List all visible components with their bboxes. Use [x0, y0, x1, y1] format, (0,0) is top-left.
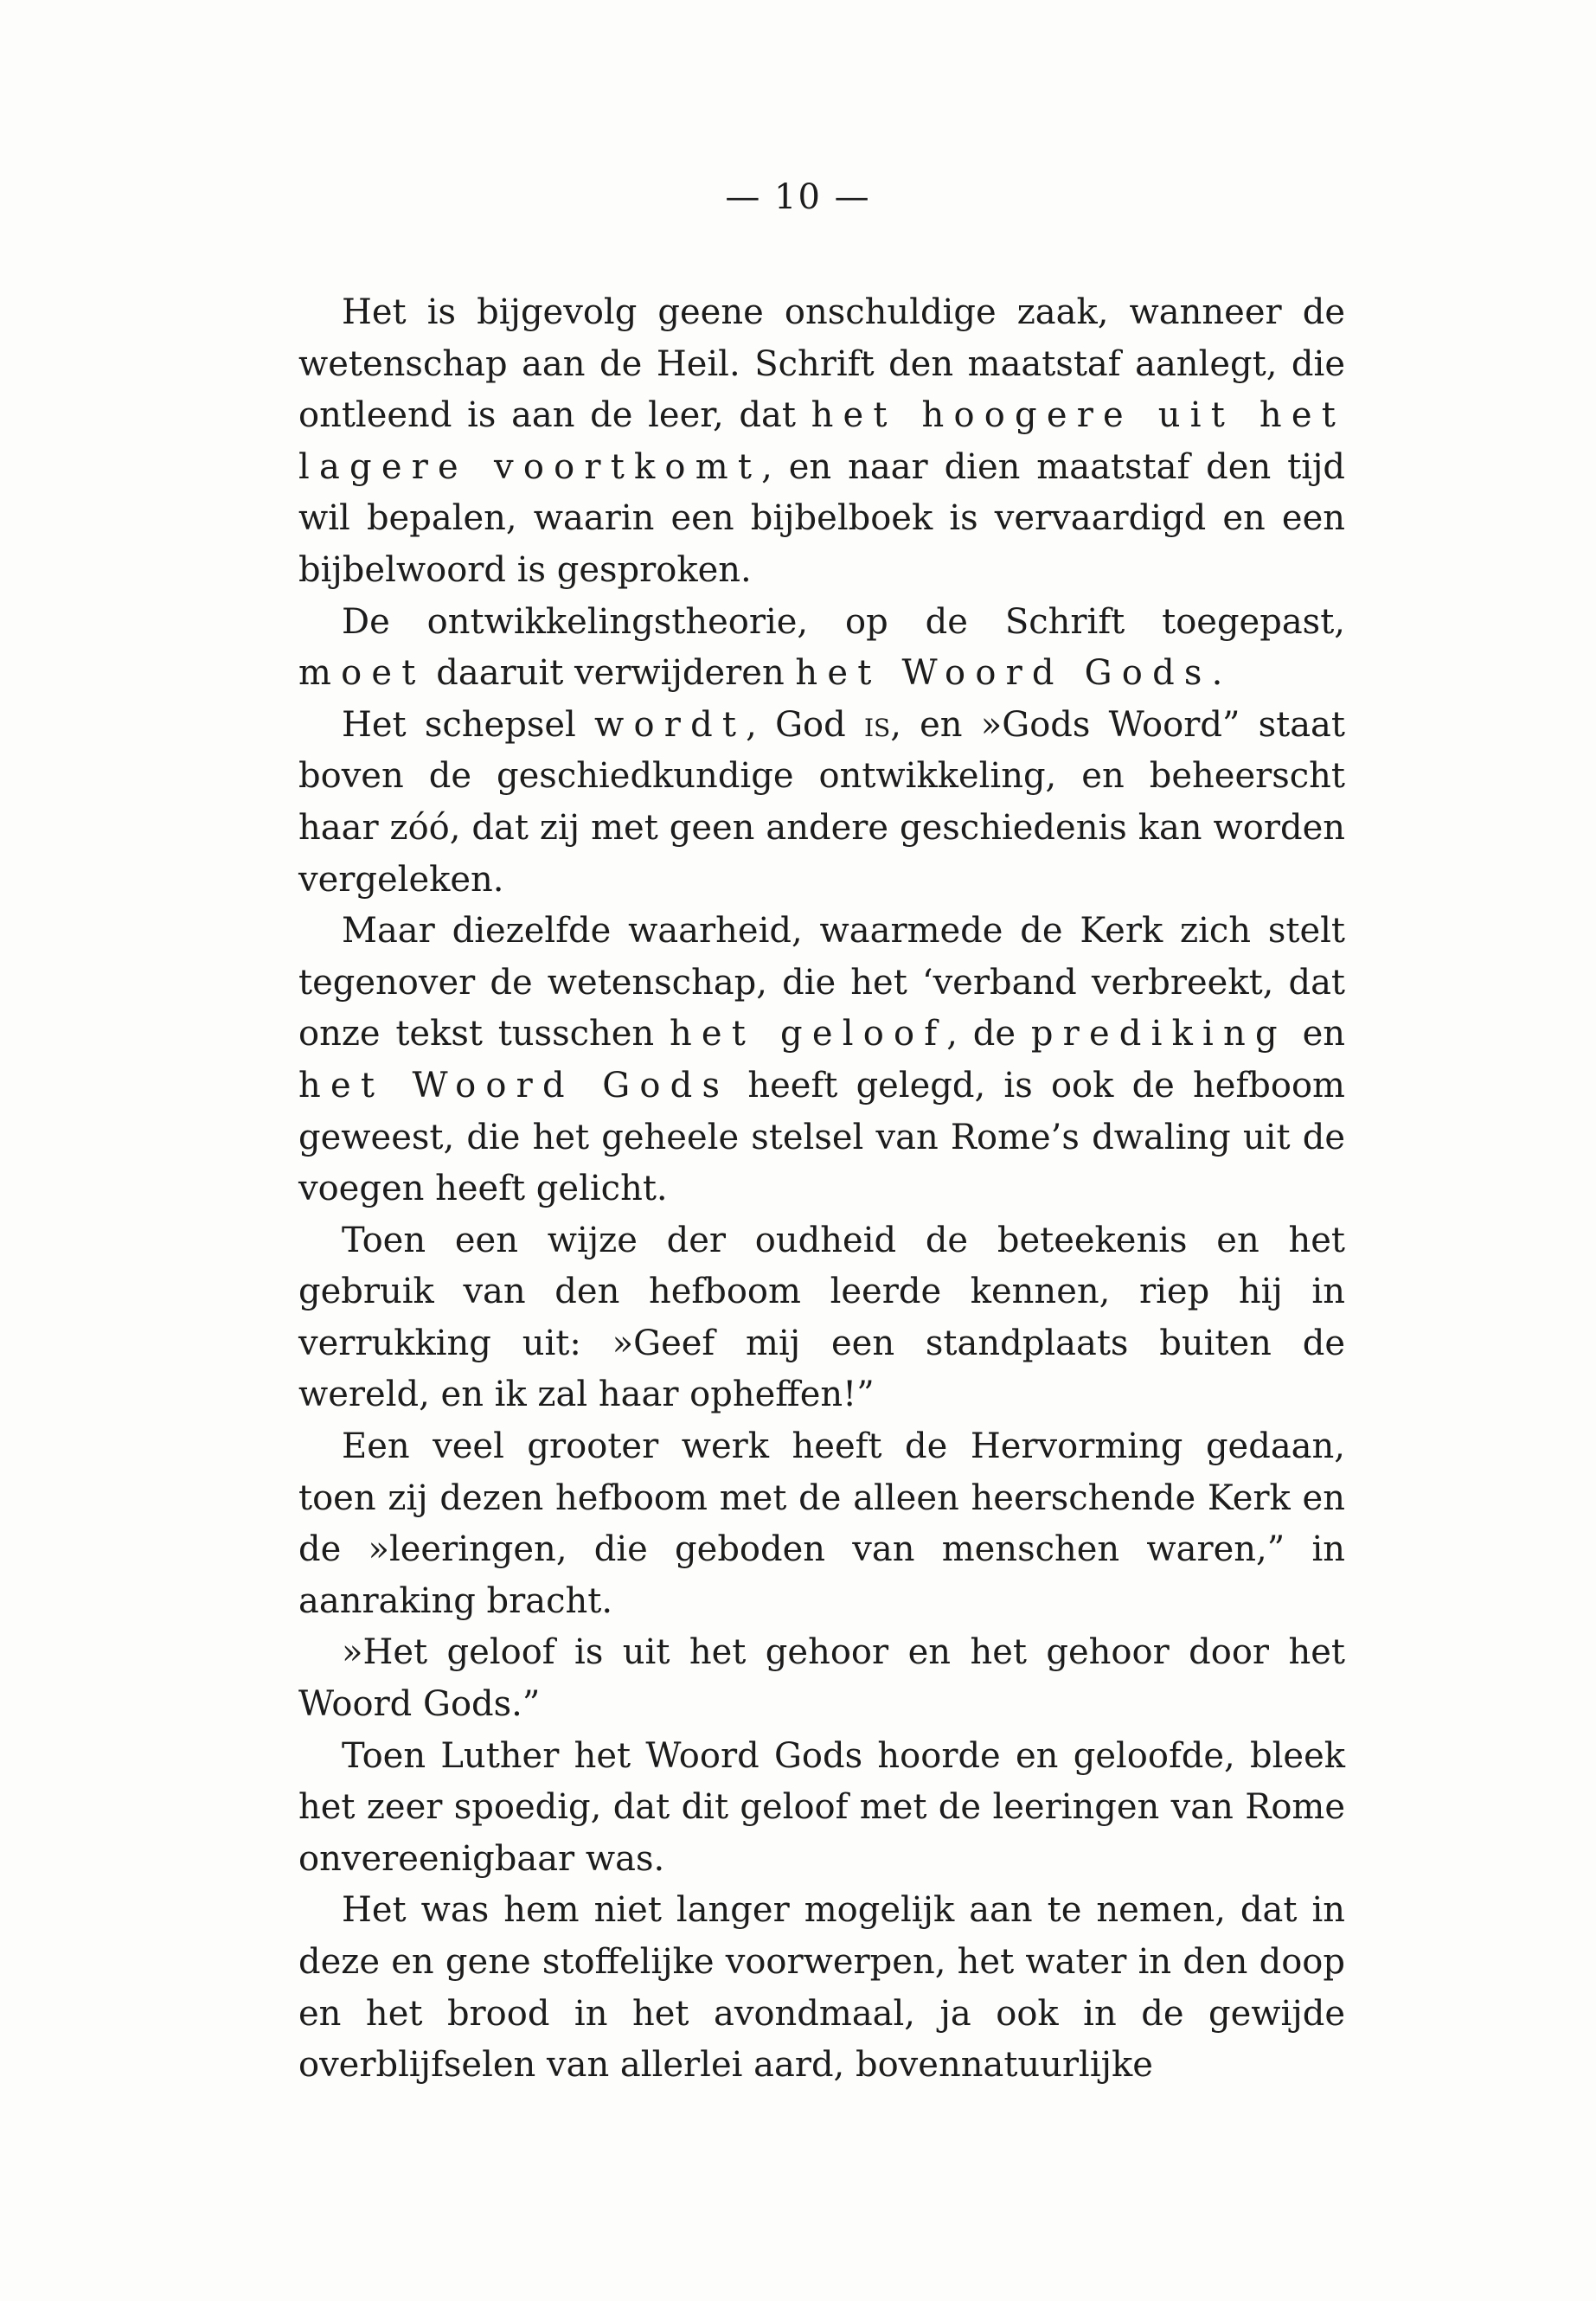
paragraph	[298, 1627, 1345, 1730]
paragraph	[298, 906, 1345, 1215]
text-run: , de	[946, 1014, 1031, 1054]
paragraph	[298, 1731, 1345, 1886]
paragraph	[298, 700, 1345, 906]
text-run: en	[1286, 1014, 1346, 1054]
text-run: , en naar dien maatstaf den tijd wil bepalen, waarin een bijbelboek is vervaardigd en een bijbelwoord is gesproken.	[298, 446, 1345, 590]
spaced-emphasis: het hoogere uit het lagere voortkomt	[298, 395, 1345, 487]
text-run: , en »Gods Woord” staat boven de geschiedkundige ontwikkeling, en beheerscht haar zóó, dat zij met geen andere geschiedenis kan worden vergeleken.	[298, 704, 1345, 900]
text-run: heeft gelegd, is ook de hefboom geweest, die het geheele stelsel van Rome’s dwaling uit de voegen heeft gelicht.	[298, 1065, 1345, 1209]
spaced-emphasis: het geloof	[669, 1014, 947, 1054]
body-text	[298, 287, 1345, 2092]
text-run: Maar diezelfde waarheid, waarmede de Kerk zich stelt tegenover de wetenschap, die het ‘verband verbreekt, dat onze tekst tusschen	[298, 911, 1345, 1054]
text-run: De ontwikkelingstheorie, op de Schrift toegepast,	[342, 601, 1345, 642]
spaced-emphasis: moet	[298, 653, 426, 694]
paragraph	[298, 597, 1345, 700]
text-run: Het is bijgevolg geene onschuldige zaak, wanneer de wetenschap aan de Heil. Schrift den maatstaf aanlegt, die ontleend is aan de leer, dat	[298, 292, 1345, 436]
spaced-emphasis: prediking	[1030, 1014, 1287, 1054]
text-run: daaruit verwijderen	[425, 653, 796, 694]
spaced-emphasis: wordt	[594, 704, 747, 745]
text-run: Het was hem niet langer mogelijk aan te nemen, dat in deze en gene stoffelijke voorwerpen, het water in den doop en het brood in het avondmaal, ja ook in de gewijde overblijfselen van allerlei aard, bovennatuurlijke	[298, 1890, 1345, 2086]
text-run: »Het geloof is uit het gehoor en het gehoor door het Woord Gods.”	[298, 1632, 1345, 1725]
text-run: Toen Luther het Woord Gods hoorde en geloofde, bleek het zeer spoedig, dat dit geloof met de leeringen van Rome onvereenigbaar was.	[298, 1735, 1345, 1879]
spaced-emphasis: het Woord Gods	[795, 653, 1212, 694]
text-run: Het schepsel	[342, 704, 595, 745]
text-run: .	[1211, 653, 1223, 694]
paragraph	[298, 287, 1345, 597]
spaced-emphasis: het Woord Gods	[298, 1065, 730, 1106]
paragraph	[298, 1421, 1345, 1627]
page-number: — 10 —	[725, 177, 871, 217]
paragraph	[298, 1885, 1345, 2091]
small-caps-emphasis: is	[863, 704, 891, 745]
text-run: Toen een wijze der oudheid de beteekenis en het gebruik van den hefboom leerde kennen, riep hij in verrukking uit: »Geef mij een standplaats buiten de wereld, en ik zal haar opheffen!”	[298, 1220, 1345, 1415]
text-run: , God	[746, 704, 864, 745]
paragraph	[298, 1215, 1345, 1421]
text-run: Een veel grooter werk heeft de Hervorming gedaan, toen zij dezen hefboom met de alleen heerschende Kerk en de »leeringen, die geboden van menschen waren,” in aanraking bracht.	[298, 1426, 1345, 1621]
